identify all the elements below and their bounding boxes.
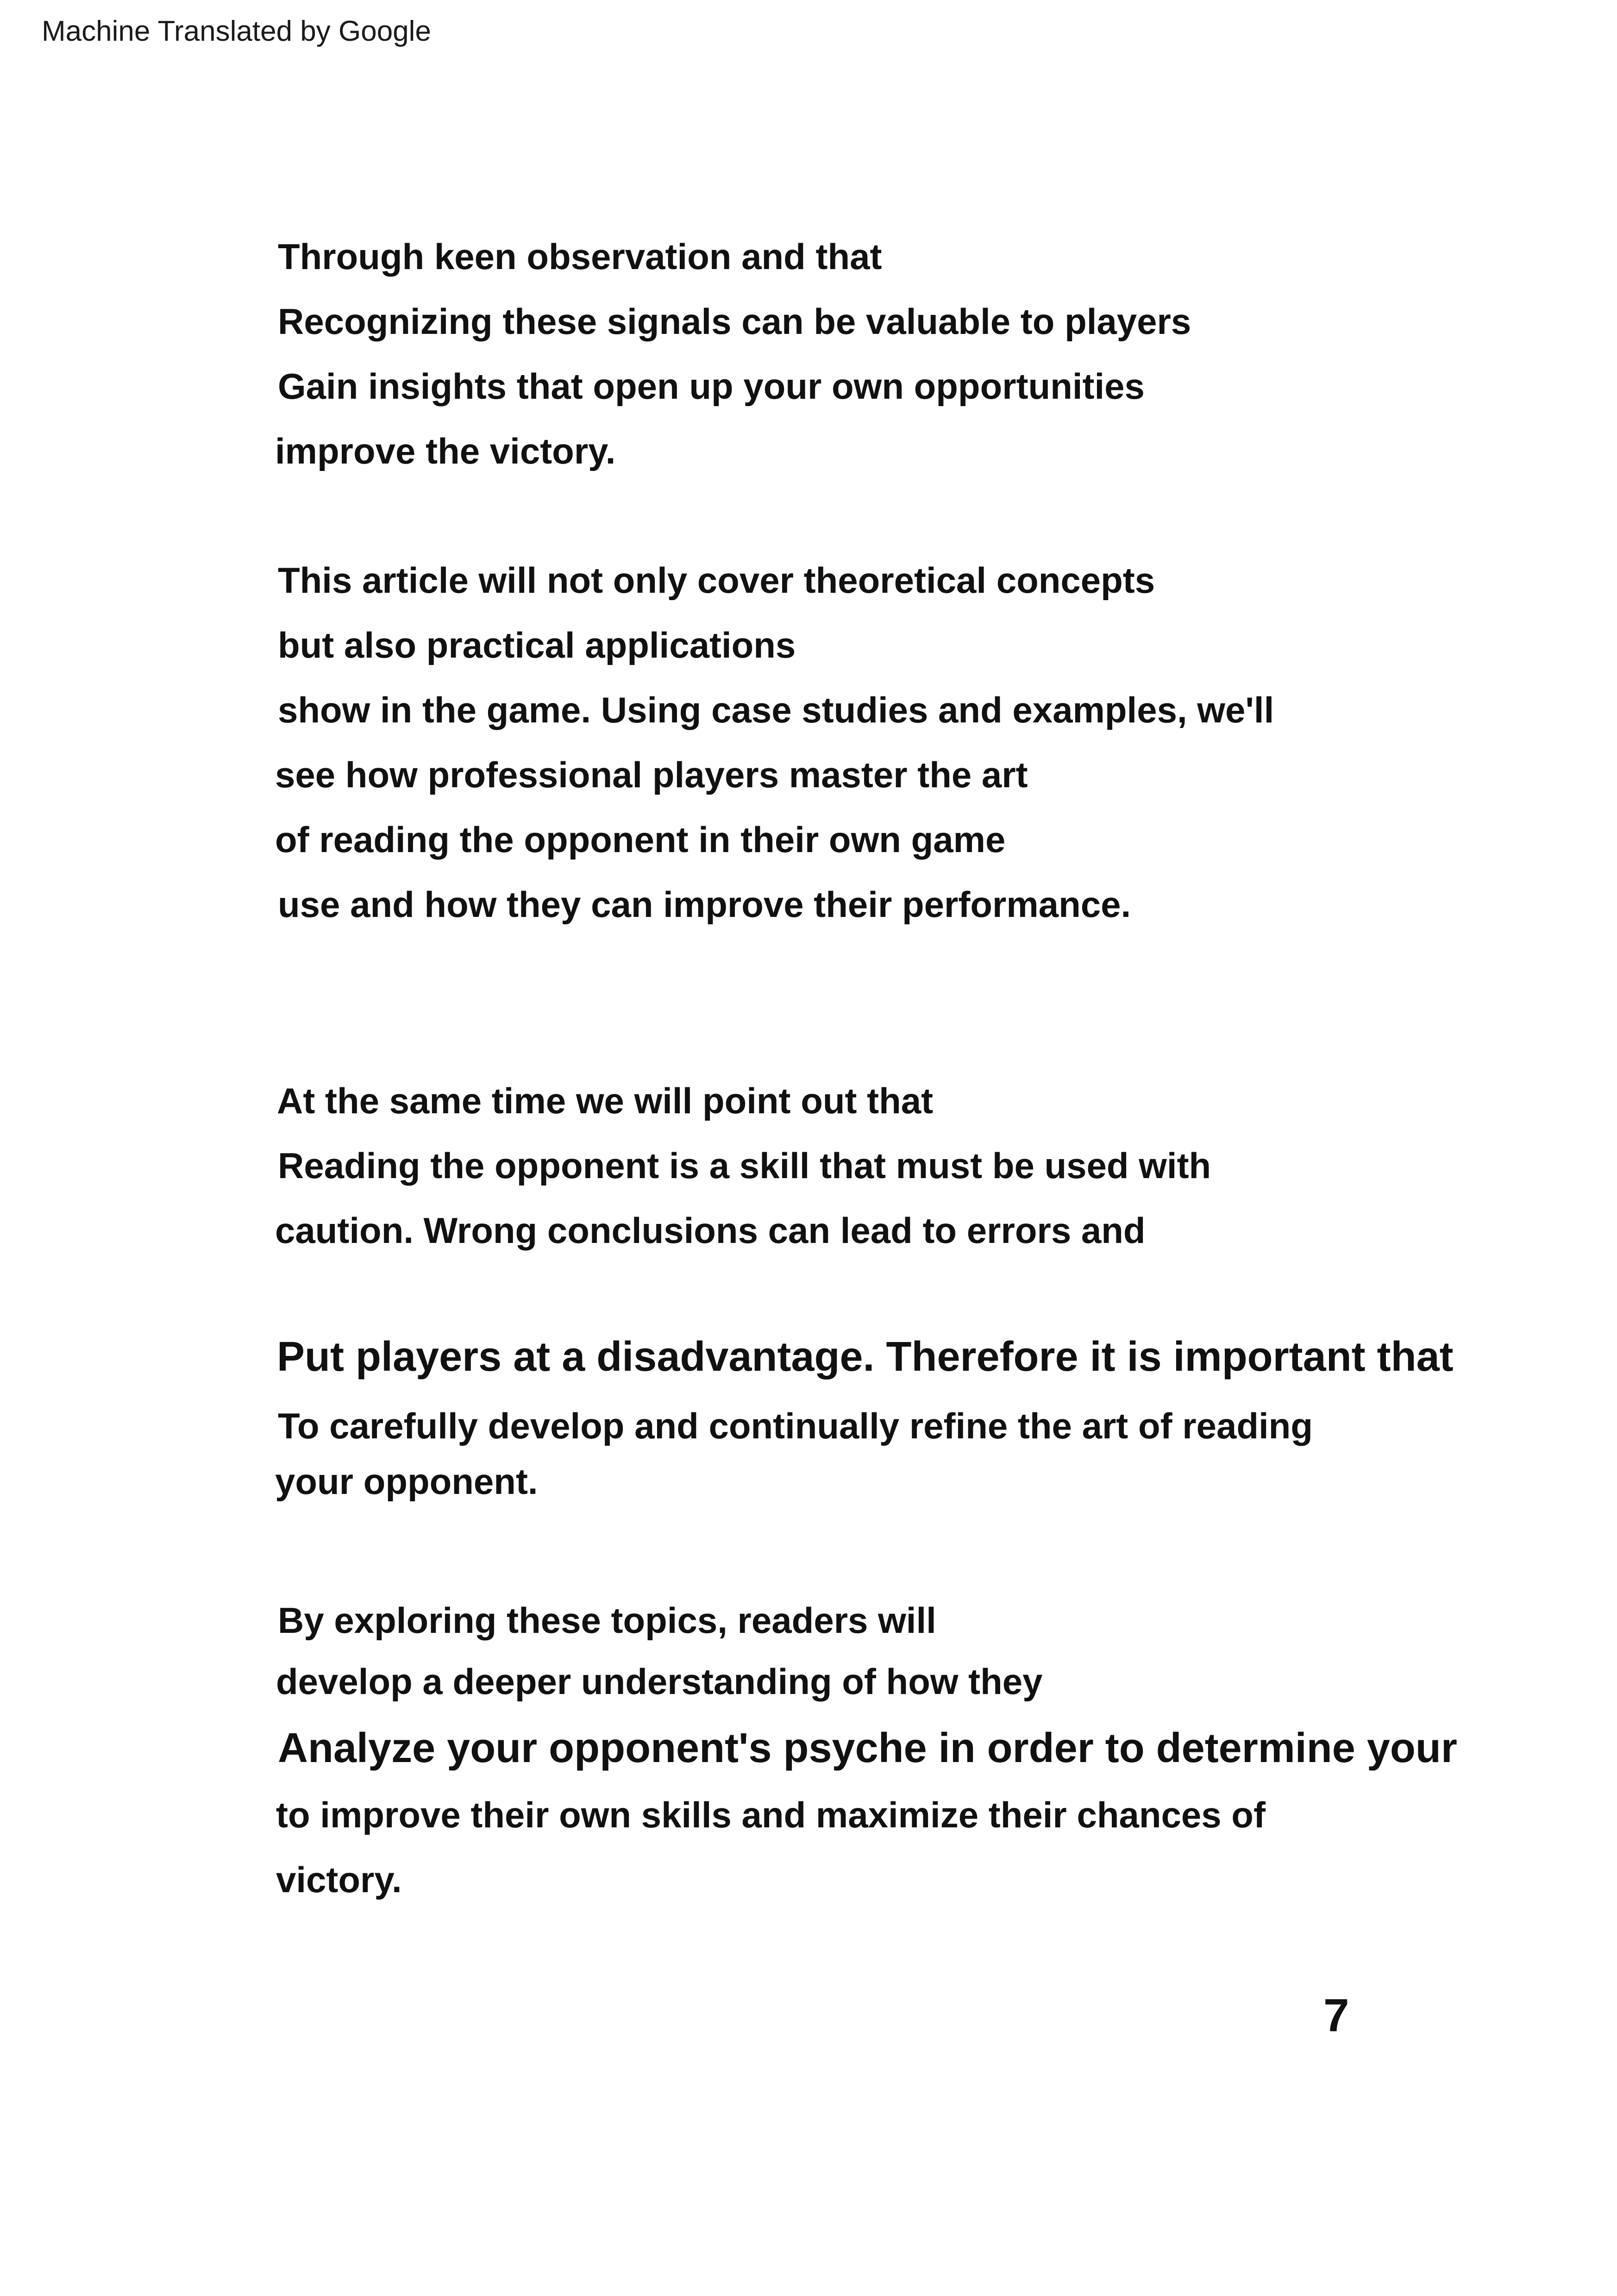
text-line: victory. <box>276 1859 402 1900</box>
text-line: Put players at a disadvantage. Therefore it is important that <box>277 1334 1454 1380</box>
text-line: your opponent. <box>275 1461 538 1502</box>
text-line: improve the victory. <box>275 431 616 471</box>
text-line: By exploring these topics, readers will <box>278 1600 936 1641</box>
text-line: Through keen observation and that <box>278 236 882 277</box>
text-line: caution. Wrong conclusions can lead to errors and <box>275 1210 1146 1251</box>
text-line: Recognizing these signals can be valuable to players <box>278 301 1191 342</box>
text-line: see how professional players master the art <box>275 754 1028 795</box>
text-line: of reading the opponent in their own game <box>275 819 1006 860</box>
text-line: To carefully develop and continually refine the art of reading <box>278 1405 1313 1446</box>
page-number: 7 <box>1323 1989 1349 2041</box>
text-line: develop a deeper understanding of how they <box>276 1661 1043 1702</box>
text-line: Reading the opponent is a skill that must be used with <box>278 1145 1211 1186</box>
text-line: Gain insights that open up your own opportunities <box>278 366 1145 407</box>
text-line: At the same time we will point out that <box>277 1080 934 1121</box>
text-line: to improve their own skills and maximize their chances of <box>276 1794 1266 1835</box>
machine-translation-banner: Machine Translated by Google <box>42 15 431 47</box>
text-line: This article will not only cover theoretical concepts <box>278 560 1155 601</box>
text-line: but also practical applications <box>278 625 796 665</box>
text-line: show in the game. Using case studies and examples, we'll <box>278 690 1274 730</box>
text-line: Analyze your opponent's psyche in order to determine your <box>278 1725 1457 1771</box>
text-line: use and how they can improve their performance. <box>278 884 1131 925</box>
